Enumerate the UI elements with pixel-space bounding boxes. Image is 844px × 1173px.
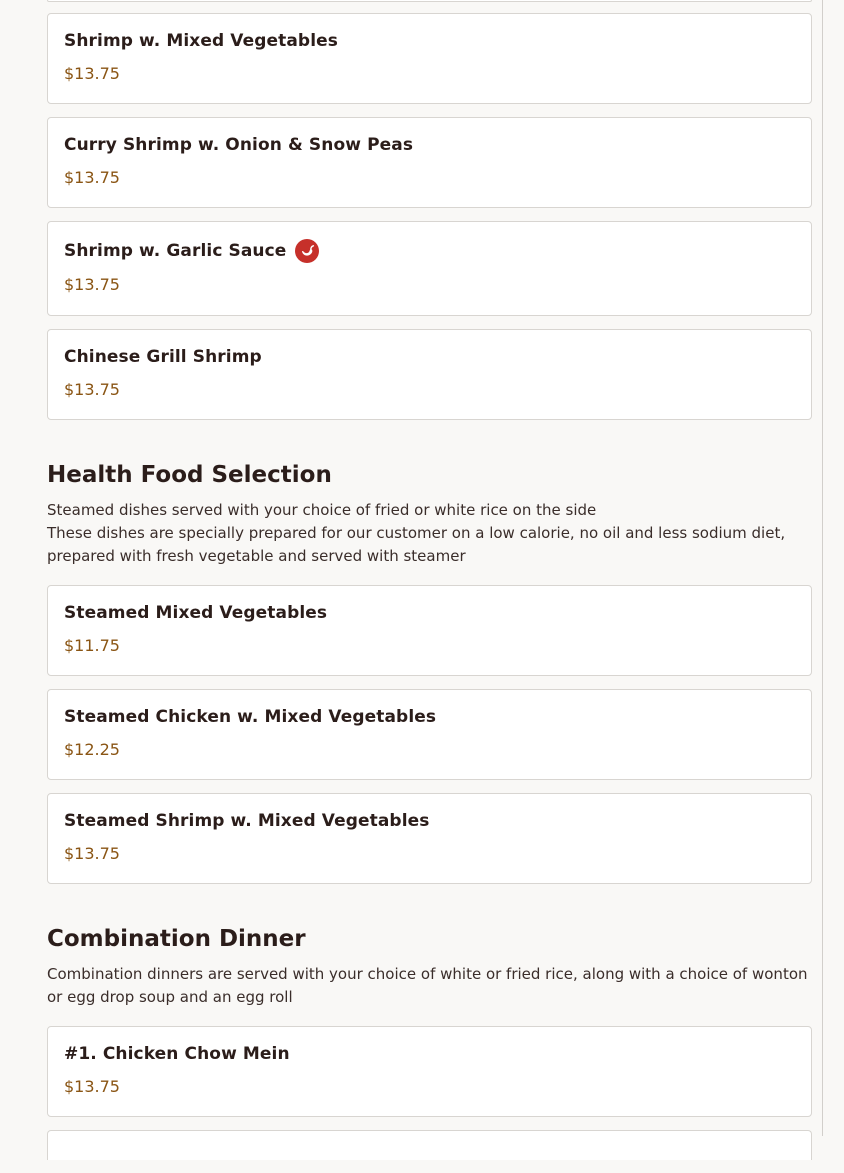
menu-item-card[interactable]	[47, 793, 812, 884]
menu-item-price: $12.25	[64, 740, 120, 759]
section-description-line: Steamed dishes served with your choice of fried or white rice on the side	[47, 501, 597, 519]
menu-item-card[interactable]	[47, 585, 812, 676]
menu-content	[47, 0, 812, 1173]
section-title-health-food: Health Food Selection	[47, 462, 332, 488]
menu-item-price: $13.75	[64, 64, 120, 83]
menu-item-name: Shrimp w. Mixed Vegetables	[64, 31, 338, 51]
menu-item-price: $13.75	[64, 1077, 120, 1096]
menu-item-name: Chinese Grill Shrimp	[64, 347, 262, 367]
menu-item-name: Steamed Mixed Vegetables	[64, 603, 328, 623]
next-item-card-top[interactable]	[47, 1130, 812, 1160]
menu-item-card[interactable]	[47, 689, 812, 780]
menu-item-card[interactable]	[47, 221, 812, 316]
section-description-line: These dishes are specially prepared for our customer on a low calorie, no oil and less sodium diet, prepared with fresh vegetable and served with steamer	[47, 524, 786, 565]
menu-item-card[interactable]	[47, 329, 812, 420]
menu-item-card[interactable]	[47, 117, 812, 208]
chili-pepper-icon	[295, 239, 319, 263]
menu-item-price: $13.75	[64, 844, 120, 863]
menu-item-name: Steamed Shrimp w. Mixed Vegetables	[64, 811, 430, 831]
page-right-border	[822, 0, 823, 1136]
section-description-combination-dinner	[47, 963, 812, 1009]
menu-item-price: $11.75	[64, 636, 120, 655]
menu-item-price: $13.75	[64, 168, 120, 187]
section-description-line: Combination dinners are served with your choice of white or fried rice, along with a choice of wonton or egg drop soup and an egg roll	[47, 965, 808, 1006]
menu-item-name: Steamed Chicken w. Mixed Vegetables	[64, 707, 437, 727]
menu-item-name: #1. Chicken Chow Mein	[64, 1044, 290, 1064]
menu-item-card[interactable]	[47, 13, 812, 104]
previous-item-card-bottom[interactable]	[47, 0, 812, 2]
menu-item-name: Curry Shrimp w. Onion & Snow Peas	[64, 135, 414, 155]
section-description-health-food	[47, 499, 812, 568]
menu-item-card[interactable]	[47, 1026, 812, 1117]
section-title-combination-dinner: Combination Dinner	[47, 926, 306, 952]
menu-item-price: $13.75	[64, 380, 120, 399]
menu-item-name: Shrimp w. Garlic Sauce	[64, 241, 287, 261]
menu-item-price: $13.75	[64, 275, 120, 294]
